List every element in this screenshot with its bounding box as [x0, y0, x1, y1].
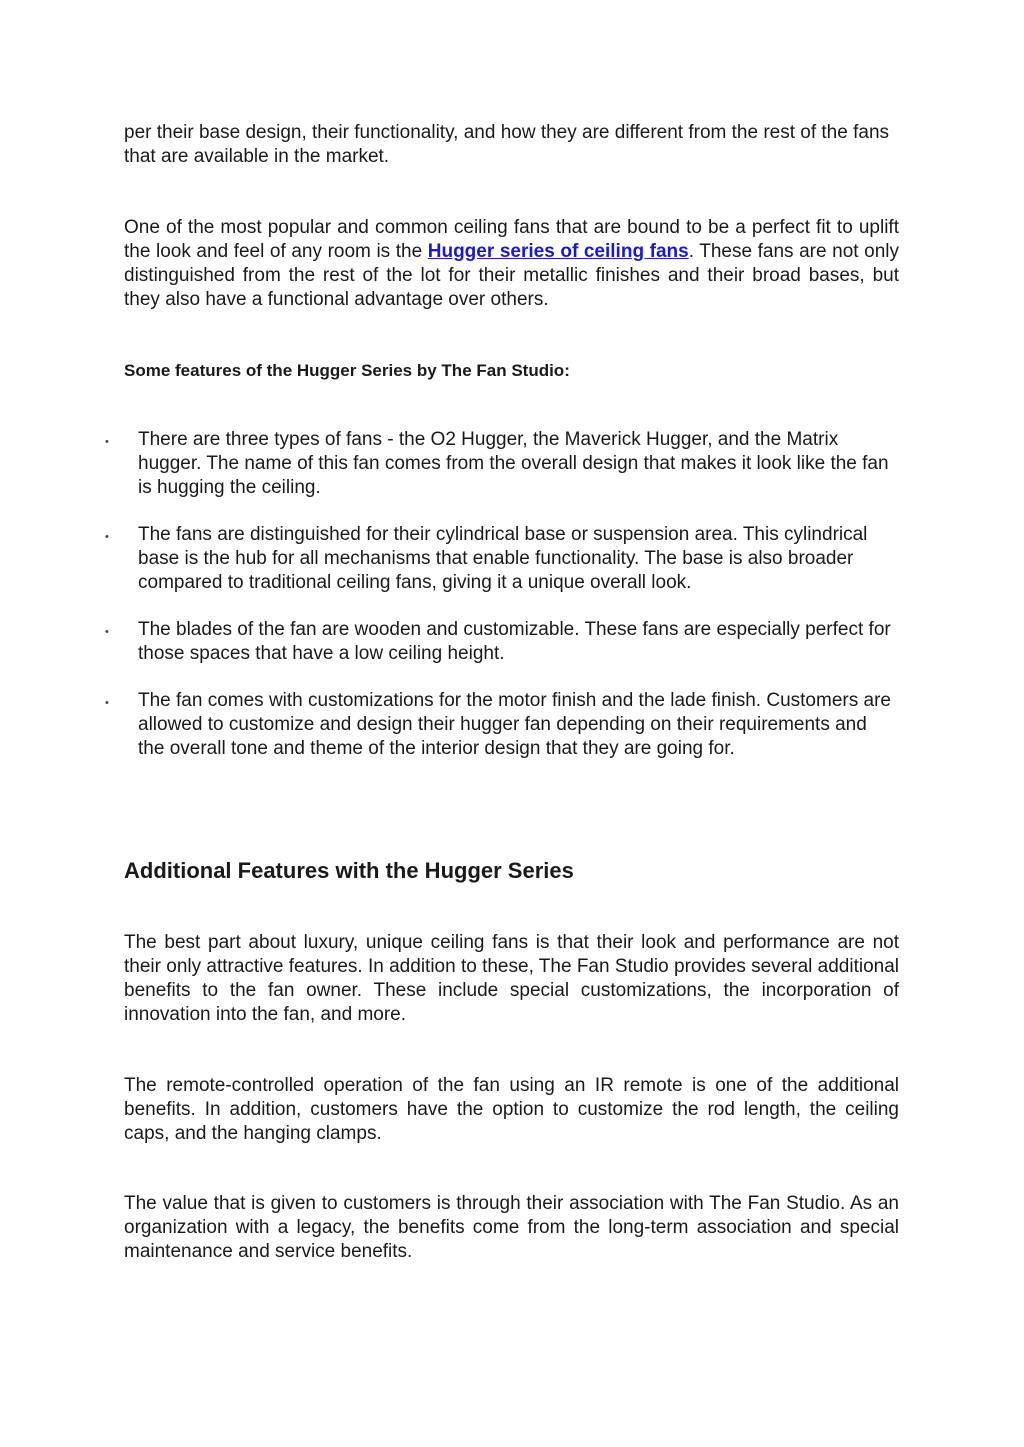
intro-continuation-paragraph: per their base design, their functionality, and how they are different from the rest of the fans that are available in the market.: [124, 122, 890, 167]
bullet-icon: •: [105, 626, 109, 638]
additional-paragraph-2: The remote-controlled operation of the fan using an IR remote is one of the additional benefits. In addition, customers have the option to customize the rod length, the ceiling caps, and the hanging clamps.: [124, 1075, 899, 1144]
additional-features-heading: Additional Features with the Hugger Series: [124, 858, 574, 883]
hugger-series-link[interactable]: Hugger series of ceiling fans: [427, 241, 689, 262]
hugger-intro-text-end: . These fans are not only distinguished from the rest of the lot for their metallic finishes and their broad bases, but they also have a functional advantage over others.: [124, 241, 899, 310]
list-item-text: There are three types of fans - the O2 Hugger, the Maverick Hugger, and the Matrix hugger. The name of this fan comes from the overall design that makes it look like the fan is hugging the ceiling.: [138, 429, 889, 498]
list-item-text: The fans are distinguished for their cylindrical base or suspension area. This cylindrical base is the hub for all mechanisms that enable functionality. The base is also broader compared to traditional ceiling fans, giving it a unique overall look.: [138, 524, 868, 593]
bullet-icon: •: [105, 697, 109, 709]
additional-paragraph-3: The value that is given to customers is through their association with The Fan Studio. As an organization with a legacy, the benefits come from the long-term association and special maintenance and service benefits.: [124, 1193, 899, 1262]
list-item-text: The fan comes with customizations for the motor finish and the lade finish. Customers are allowed to customize and design their hugger fan depending on their requirements and the overall tone and theme of the interior design that they are going for.: [138, 690, 891, 759]
bullet-icon: •: [105, 531, 109, 543]
features-subheading: Some features of the Hugger Series by The Fan Studio:: [124, 361, 570, 380]
list-item-text: The blades of the fan are wooden and customizable. These fans are especially perfect for those spaces that have a low ceiling height.: [138, 619, 891, 664]
additional-paragraph-1: The best part about luxury, unique ceiling fans is that their look and performance are not their only attractive features. In addition to these, The Fan Studio provides several additional benefits to the fan owner. These include special customizations, the incorporation of innovation into the fan, and more.: [124, 932, 899, 1025]
hugger-intro-text-start: One of the most popular and common ceiling fans that are bound to be a perfect fit to uplift the look and feel of any room is the: [124, 217, 899, 262]
bullet-icon: •: [105, 436, 109, 448]
hugger-intro-paragraph: [124, 216, 899, 312]
